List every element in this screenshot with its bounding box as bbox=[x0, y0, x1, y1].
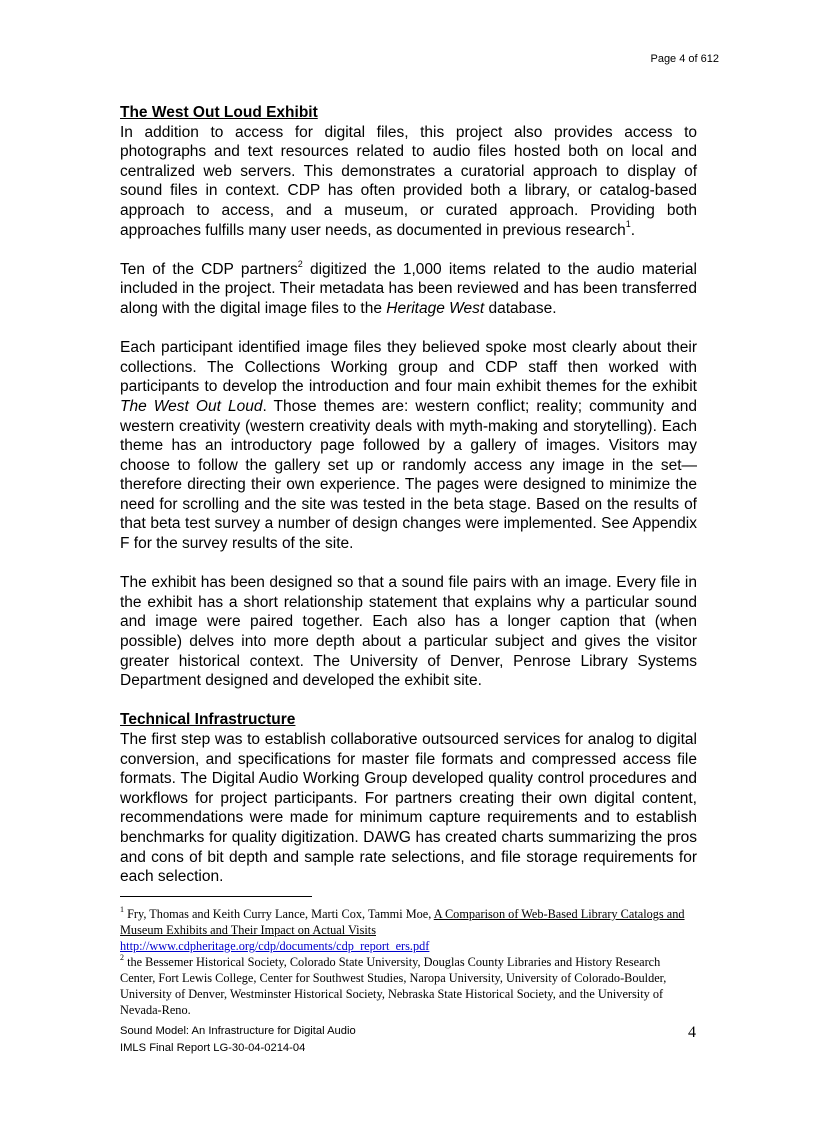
paragraph-text-end: . bbox=[630, 221, 636, 239]
footnote-number: 1 bbox=[120, 904, 124, 914]
footnote-number: 2 bbox=[120, 952, 124, 962]
page-counter: Page 4 of 612 bbox=[650, 53, 719, 65]
paragraph-text: In addition to access for digital files, this project also provides access to photographs and text resources related to audio files hosted both on local and centralized web servers. This demonstrates a curatorial approach to display of sound files in context. CDP has often provided both a library, or catalog-based approach to access, and a museum, or curated approach. Providing both approaches fulfills many user needs, as documented in previous research bbox=[120, 123, 697, 239]
paragraph-text: Ten of the CDP partners bbox=[120, 260, 298, 278]
paragraph-partners bbox=[120, 260, 697, 319]
footnote-ref-2[interactable]: 2 bbox=[297, 258, 303, 269]
page-footer bbox=[120, 1023, 356, 1056]
paragraph-technical: The first step was to establish collaborative outsourced services for analog to digital conversion, and specifications for master file formats and compressed access file formats. The Digital Audio Working Group developed quality control procedures and workflows for project participants. For partners creating their own digital content, recommendations were made for minimum capture requirements and to establish benchmarks for quality digitization. DAWG has created charts summarizing the pros and cons of bit depth and sample rate selections, and file storage requirements for each selection. bbox=[120, 731, 697, 886]
footer-page-number: 4 bbox=[688, 1024, 696, 1041]
footnote-ref-1[interactable]: 1 bbox=[625, 219, 631, 230]
paragraph-text: Each participant identified image files they believed spoke most clearly about their collections. The Collections Working group and CDP staff then worked with participants to develop the introduction and four main exhibit themes for the exhibit bbox=[120, 339, 697, 396]
main-content bbox=[120, 103, 697, 887]
footnotes bbox=[120, 906, 697, 1018]
footnote-2 bbox=[120, 954, 697, 1018]
footnote-link[interactable]: http://www.cdpheritage.org/cdp/documents/cdp_report_ers.pdf bbox=[120, 939, 430, 953]
footnote-title: A Comparison of Web-Based Library Catalogs and Museum Exhibits and Their Impact on Actual Visits bbox=[120, 907, 685, 937]
footnote-text: the Bessemer Historical Society, Colorado State University, Douglas County Libraries and History Research Center, Fort Lewis College, Center for Southwest Studies, Naropa University, University of Colorado-Boulder, University of Denver, Westminster Historical Society, Nebraska State Historical Society, and the University of Nevada-Reno. bbox=[120, 955, 667, 1017]
exhibit-title: The West Out Loud bbox=[120, 397, 263, 415]
section-heading-west-out-loud: The West Out Loud Exhibit bbox=[120, 104, 318, 121]
paragraph-text-end: database. bbox=[484, 299, 557, 317]
paragraph-text: digitized the 1,000 items related to the audio material included in the project. Their metadata has been reviewed and has been transferred along with the digital image files to the bbox=[120, 260, 697, 317]
paragraph-themes bbox=[120, 338, 697, 554]
section-heading-technical: Technical Infrastructure bbox=[120, 711, 296, 729]
paragraph-text-end: . Those themes are: western conflict; reality; community and western creativity (western creativity deals with myth-making and storytelling). Each theme has an introductory page followed by a gallery of images. Visitors may choose to follow the gallery set up or randomly access any image in the set—therefore directing their own experience. The pages were designed to minimize the need for scrolling and the site was tested in the beta stage. Based on the results of that beta test survey a number of design changes were implemented. See Appendix F for the survey results of the site. bbox=[120, 397, 697, 553]
footer-report-title: Sound Model: An Infrastructure for Digital Audio bbox=[120, 1025, 356, 1037]
database-name: Heritage West bbox=[386, 299, 485, 317]
paragraph-exhibit-design: The exhibit has been designed so that a sound file pairs with an image. Every file in the exhibit has a short relationship statement that explains why a particular sound and image were paired together. Each also has a longer caption that (when possible) delves into more depth about a particular subject and gives the visitor greater historical context. The University of Denver, Penrose Library Systems Department designed and developed the exhibit site. bbox=[120, 574, 697, 690]
paragraph-access bbox=[120, 123, 697, 241]
footnote-1 bbox=[120, 906, 697, 954]
footer-report-id: IMLS Final Report LG-30-04-0214-04 bbox=[120, 1041, 306, 1054]
footnote-divider bbox=[120, 896, 312, 897]
footnote-authors: Fry, Thomas and Keith Curry Lance, Marti Cox, Tammi Moe, bbox=[124, 907, 434, 921]
